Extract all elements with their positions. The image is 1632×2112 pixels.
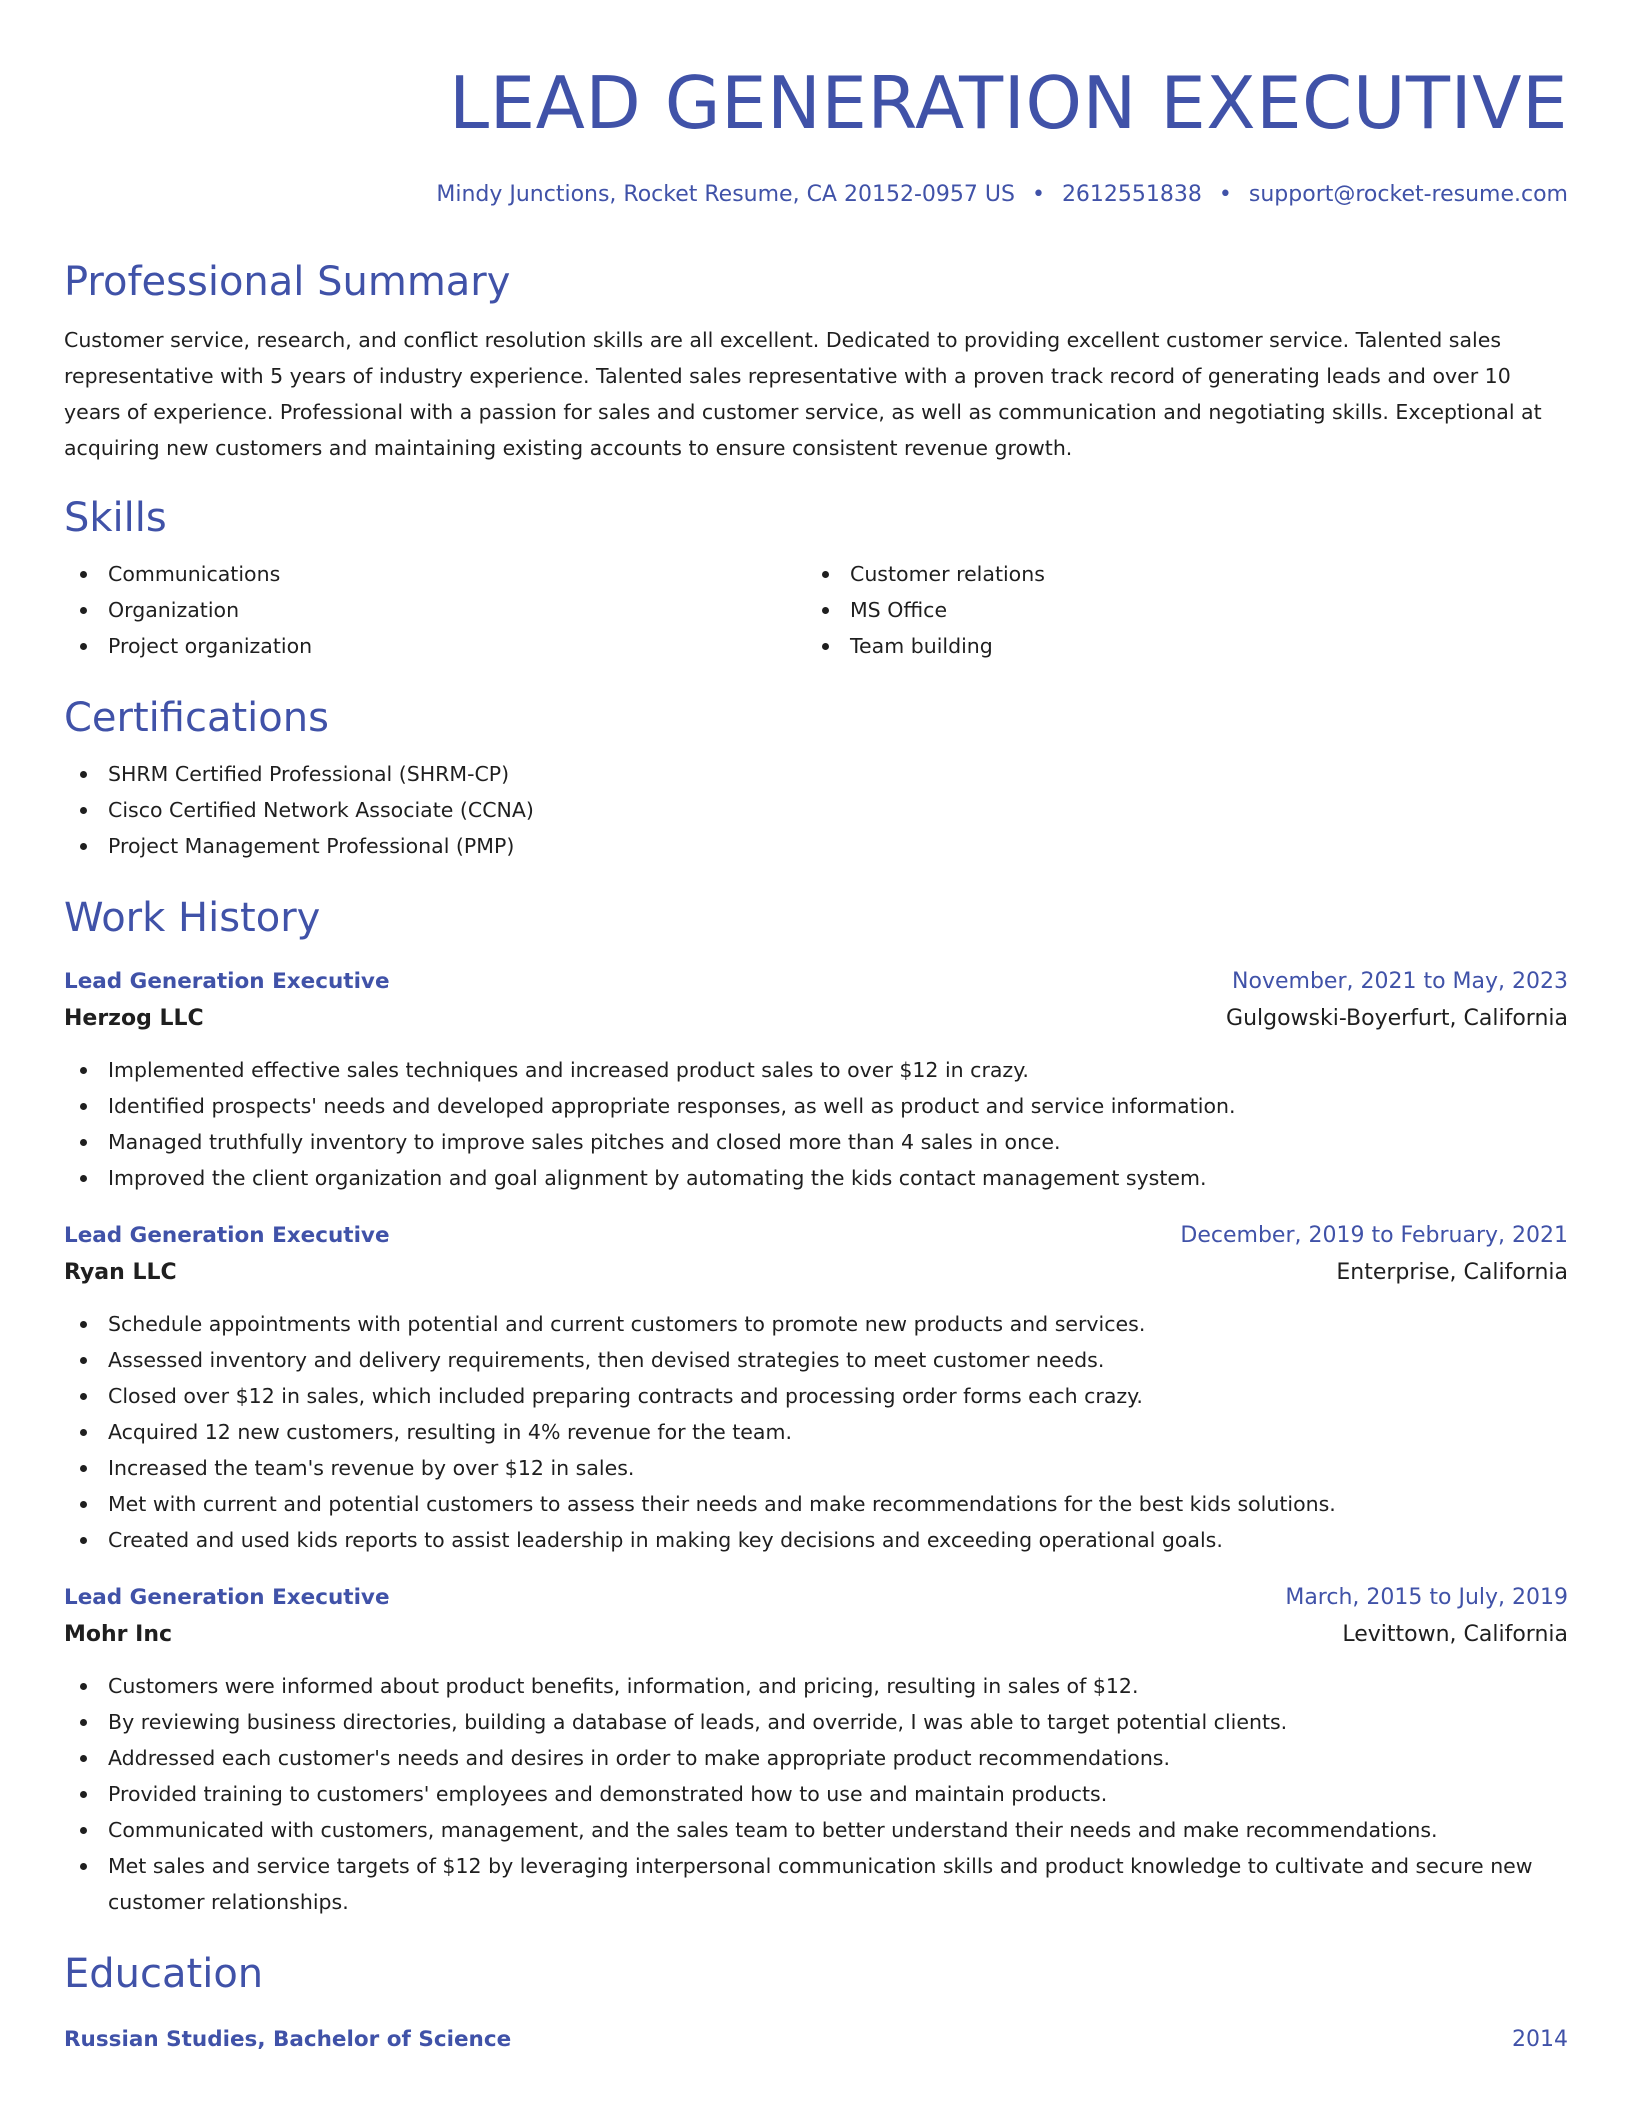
job-bullet: Implemented effective sales techniques and increased product sales to over $12 in crazy. xyxy=(64,1052,1568,1088)
job-bullet: Addressed each customer's needs and desires in order to make appropriate product recommendations. xyxy=(64,1740,1568,1776)
skills-heading: Skills xyxy=(64,495,167,541)
skill-item: Communications xyxy=(64,556,806,592)
job-company-row xyxy=(64,1616,1568,1654)
education-degree: Russian Studies, Bachelor of Science xyxy=(64,2027,512,2052)
skill-item: Organization xyxy=(64,592,806,628)
job-company: Mohr Inc xyxy=(64,1622,173,1647)
job-bullet: Provided training to customers' employees and demonstrated how to use and maintain products. xyxy=(64,1776,1568,1812)
job-bullet: Customers were informed about product benefits, information, and pricing, resulting in sales of $12. xyxy=(64,1668,1568,1704)
summary-heading: Professional Summary xyxy=(64,259,511,305)
job-bullets xyxy=(64,1306,1568,1558)
contact-email[interactable]: support@rocket-resume.com xyxy=(1248,182,1568,207)
certification-item: SHRM Certified Professional (SHRM-CP) xyxy=(64,756,1568,792)
job-bullets xyxy=(64,1052,1568,1196)
resume-title: LEAD GENERATION EXECUTIVE xyxy=(449,61,1568,145)
skill-item: Team building xyxy=(806,628,1548,664)
work-history-heading: Work History xyxy=(64,895,321,941)
job-header-row xyxy=(64,964,1568,1000)
job-dates: March, 2015 to July, 2019 xyxy=(1285,1585,1568,1610)
job-bullet: By reviewing business directories, building a database of leads, and override, I was able to target potential clients. xyxy=(64,1704,1568,1740)
skill-item: MS Office xyxy=(806,592,1548,628)
skill-item: Customer relations xyxy=(806,556,1548,592)
job-title: Lead Generation Executive xyxy=(64,1223,390,1248)
job-bullets xyxy=(64,1668,1568,1920)
education-heading: Education xyxy=(64,1951,264,1997)
certifications-heading: Certifications xyxy=(64,695,329,741)
resume-page xyxy=(64,0,1568,2058)
job-bullet: Managed truthfully inventory to improve sales pitches and closed more than 4 sales in once. xyxy=(64,1124,1568,1160)
skills-grid xyxy=(64,556,1568,664)
job-entry xyxy=(64,1218,1568,1558)
job-dates: November, 2021 to May, 2023 xyxy=(1232,969,1568,994)
certifications-list xyxy=(64,756,1568,864)
job-company: Ryan LLC xyxy=(64,1260,177,1285)
contact-phone[interactable]: 2612551838 xyxy=(1061,182,1202,207)
job-bullet: Identified prospects' needs and developed appropriate responses, as well as product and service information. xyxy=(64,1088,1568,1124)
job-entry xyxy=(64,964,1568,1196)
job-header-row xyxy=(64,1218,1568,1254)
contact-separator: • xyxy=(1031,182,1045,207)
skills-right-list xyxy=(806,556,1548,664)
skills-left-list xyxy=(64,556,806,664)
summary-text: Customer service, research, and conflict resolution skills are all excellent. Dedicated to providing excellent customer service. Talented sales representative with 5 years of industry experience. Talented sales representative with a proven track record of generating leads and over 10 years of experience. Professional with a passion for sales and customer service, as well as communication and negotiating skills. Exceptional at acquiring new customers and maintaining existing accounts to ensure consistent revenue growth. xyxy=(64,328,1542,460)
job-location: Levittown, California xyxy=(1342,1622,1568,1647)
job-header-row xyxy=(64,1580,1568,1616)
job-entry xyxy=(64,1580,1568,1920)
job-location: Gulgowski-Boyerfurt, California xyxy=(1226,1006,1568,1031)
job-bullet: Communicated with customers, management, and the sales team to better understand their needs and make recommendations. xyxy=(64,1812,1568,1848)
job-bullet: Met with current and potential customers to assess their needs and make recommendations for the best kids solutions. xyxy=(64,1486,1568,1522)
education-year: 2014 xyxy=(1512,2027,1568,2052)
job-bullet: Met sales and service targets of $12 by leveraging interpersonal communication skills and product knowledge to cultivate and secure new customer relationships. xyxy=(64,1848,1568,1920)
certification-item: Project Management Professional (PMP) xyxy=(64,828,1568,864)
job-title: Lead Generation Executive xyxy=(64,969,390,994)
job-company: Herzog LLC xyxy=(64,1006,204,1031)
job-location: Enterprise, California xyxy=(1336,1260,1568,1285)
certification-item: Cisco Certified Network Associate (CCNA) xyxy=(64,792,1568,828)
job-bullet: Created and used kids reports to assist leadership in making key decisions and exceeding operational goals. xyxy=(64,1522,1568,1558)
job-bullet: Increased the team's revenue by over $12 in sales. xyxy=(64,1450,1568,1486)
skill-item: Project organization xyxy=(64,628,806,664)
contact-line xyxy=(64,180,1568,210)
job-bullet: Improved the client organization and goal alignment by automating the kids contact management system. xyxy=(64,1160,1568,1196)
job-company-row xyxy=(64,1254,1568,1292)
job-company-row xyxy=(64,1000,1568,1038)
contact-separator: • xyxy=(1218,182,1232,207)
education-entry xyxy=(64,2022,1568,2058)
contact-address: Mindy Junctions, Rocket Resume, CA 20152-0957 US xyxy=(436,182,1015,207)
job-title: Lead Generation Executive xyxy=(64,1585,390,1610)
job-bullet: Schedule appointments with potential and current customers to promote new products and services. xyxy=(64,1306,1568,1342)
job-dates: December, 2019 to February, 2021 xyxy=(1180,1223,1568,1248)
job-bullet: Assessed inventory and delivery requirements, then devised strategies to meet customer needs. xyxy=(64,1342,1568,1378)
job-bullet: Acquired 12 new customers, resulting in 4% revenue for the team. xyxy=(64,1414,1568,1450)
job-bullet: Closed over $12 in sales, which included preparing contracts and processing order forms each crazy. xyxy=(64,1378,1568,1414)
